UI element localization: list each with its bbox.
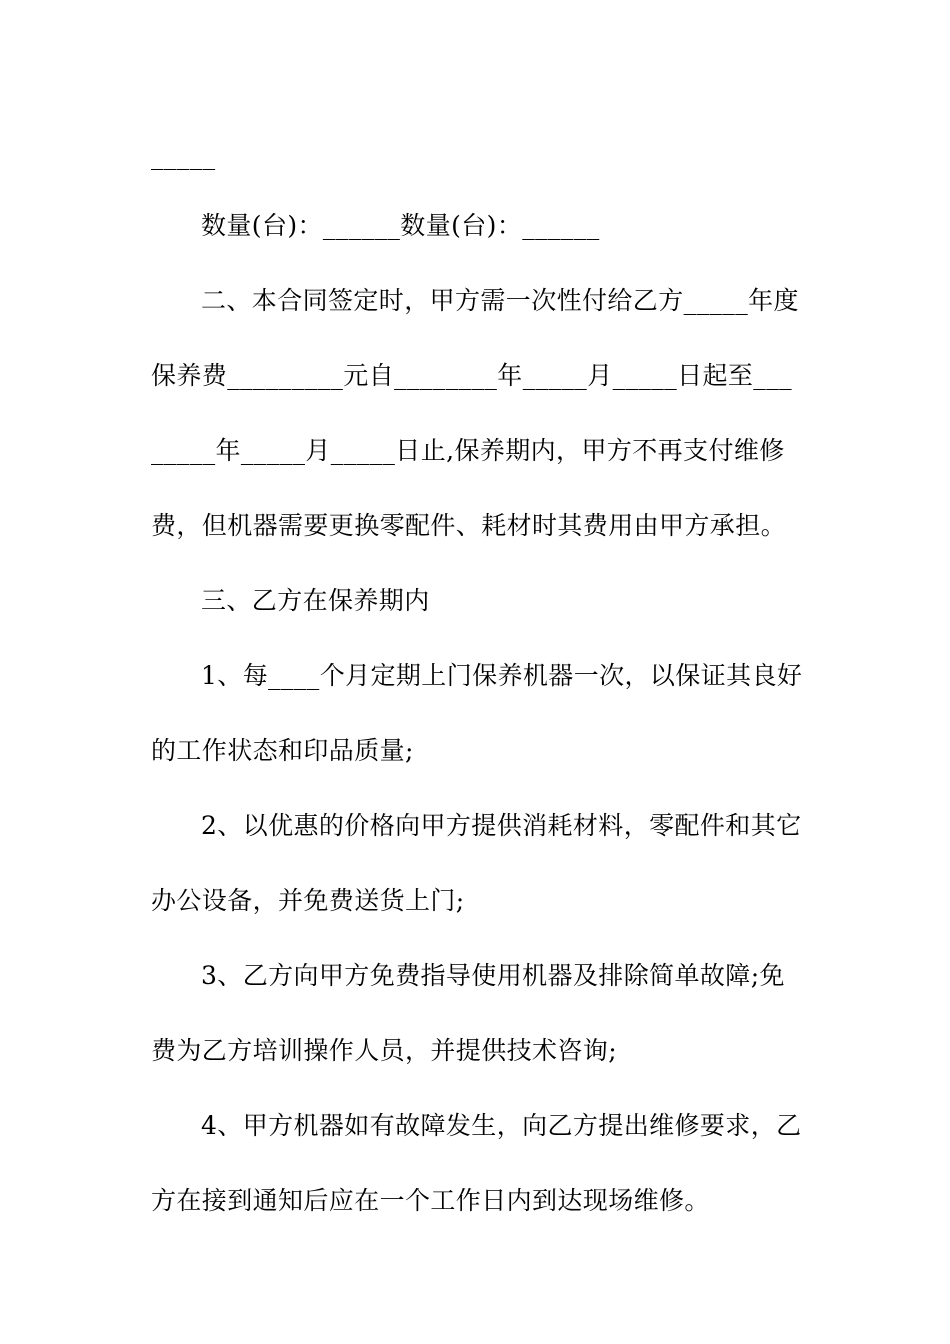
- clause-3-heading: 三、乙方在保养期内: [201, 586, 430, 615]
- blank-line-continuation: _____: [151, 141, 216, 170]
- item-2-line-2: 办公设备，并免费送货上门;: [151, 886, 465, 915]
- item-4-line-2: 方在接到通知后应在一个工作日内到达现场维修。: [151, 1186, 710, 1215]
- item-4-line-1: 4、甲方机器如有故障发生，向乙方提出维修要求，乙: [201, 1111, 802, 1140]
- clause-2-line-2: 保养费_________元自________年_____月_____日起至___: [151, 361, 793, 390]
- clause-2-line-4: 费，但机器需要更换零配件、耗材时其费用由甲方承担。: [151, 511, 787, 540]
- item-1-line-2: 的工作状态和印品质量;: [151, 736, 414, 765]
- item-2-line-1: 2、以优惠的价格向甲方提供消耗材料，零配件和其它: [201, 811, 802, 840]
- clause-2-line-3: _____年_____月_____日止,保养期内，甲方不再支付维修: [151, 436, 785, 465]
- item-3-line-1: 3、乙方向甲方免费指导使用机器及排除简单故障;免: [201, 961, 785, 990]
- quantity-line: 数量(台)：______数量(台)：______: [201, 211, 600, 240]
- clause-2-line-1: 二、本合同签定时，甲方需一次性付给乙方_____年度: [201, 286, 799, 315]
- item-1-line-1: 1、每____个月定期上门保养机器一次，以保证其良好: [201, 661, 803, 690]
- item-3-line-2: 费为乙方培训操作人员，并提供技术咨询;: [151, 1036, 618, 1065]
